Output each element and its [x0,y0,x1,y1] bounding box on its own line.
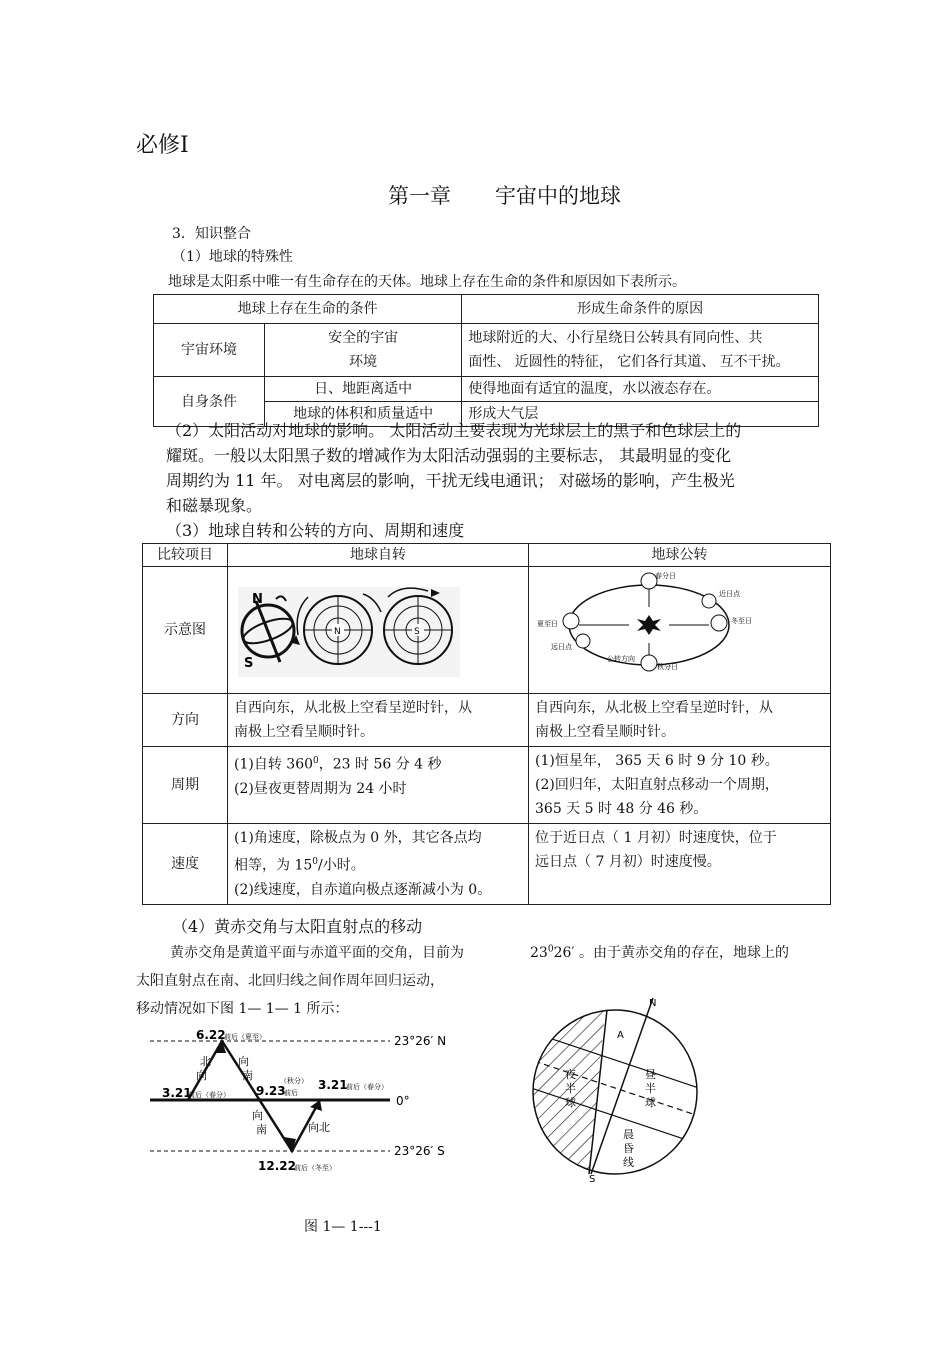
table2-row-label: 方向 [143,694,228,747]
table1-cell: 使得地面有适宜的温度，水以液态存在。 [462,377,819,402]
orbit-perihelion: 近日点 [719,590,740,598]
label-622-sub: 前后（夏至） [224,1033,266,1041]
table1-cell: 地球附近的大、小行星绕日公转具有同向性、共 面性、 近圆性的特征， 它们各行其道、 互不干扰。 [462,324,819,377]
label-south-b1: 向 [252,1109,263,1122]
night-2: 半 [565,1082,576,1095]
page-heading: 必修Ⅰ [136,133,189,158]
label-321-right: 3.21 [318,1078,348,1092]
term-3: 线 [623,1156,634,1169]
revolution-diagram [529,567,829,685]
rotation-s-label: S [244,656,254,671]
terminator-s: S [589,1174,596,1185]
table1-cell: 自身条件 [154,377,265,427]
subsection-1: （1）地球的特殊性 [172,249,293,265]
label-923-a: （秋分） [280,1077,308,1085]
label-321: 3.21 [162,1086,192,1100]
night-3: 球 [565,1096,576,1109]
day-2: 半 [645,1082,656,1095]
label-equator: 0° [396,1094,410,1108]
orbit-winter: 冬至日 [731,617,752,625]
label-923: 9.23 [256,1084,286,1098]
night-1: 夜 [565,1068,576,1081]
section-label: 3．知识整合 [172,226,251,242]
paragraph-obliquity-2: 太阳直射点在南、北回归线之间作周年回归运动， [136,973,444,989]
label-1222-sub: 前后（冬至） [294,1164,336,1172]
paragraph-obliquity-right: $23^026'$ 。由于黄赤交角的存在，地球上的 [530,944,790,961]
chapter-number: 第一章 [388,184,451,208]
table2-cell: (1)角速度，除极点为 0 外，其它各点均 相等，为 $15^0/$小时。 (2)线速度，自赤道向极点逐渐减小为 0。 [228,824,529,905]
revolution-diagram-cell [529,567,831,694]
term-2: 昏 [623,1142,634,1155]
table2-header: 地球公转 [529,544,831,567]
rotation-diagram-cell [228,567,529,694]
table2-cell: 位于近日点（ 1 月初）时速度快，位于 远日点（ 7 月初）时速度慢。 [529,824,831,905]
table1-cell: 地球的体积和质量适中 [265,402,462,427]
life-conditions-table [153,294,819,427]
label-north-b: 向北 [308,1121,330,1134]
table1-cell: 形成大气层 [462,402,819,427]
rotation-diagram [228,567,528,685]
table1-header-conditions: 地球上存在生命的条件 [154,295,462,324]
label-north-2: 向 [196,1069,207,1082]
paragraph-obliquity-1: 黄赤交角是黄道平面与赤道平面的交角，目前为 [170,945,464,961]
table1-cell: 日、地距离适中 [265,377,462,402]
chapter-title [388,180,621,210]
rotation-n-label: N [252,592,263,607]
orbit-direction: 公转方向 [607,655,635,663]
orbit-summer: 夏至日 [537,620,558,628]
label-south-a1: 向 [238,1055,249,1068]
table1-cell: 安全的宇宙 环境 [265,324,462,377]
table1-cell: 宇宙环境 [154,324,265,377]
terminator-a: A [617,1030,624,1041]
label-north-tropic: 23°26′ N [394,1034,447,1048]
table2-cell: (1)恒星年， 365 天 6 时 9 分 10 秒。 (2)回归年，太阳直射点移动一个周期， 365 天 5 时 48 分 46 秒。 [529,747,831,824]
table2-cell: 自西向东，从北极上空看呈逆时针，从 南极上空看呈顺时针。 [529,694,831,747]
rotation-revolution-table [142,543,831,905]
label-south-b2: 南 [256,1123,267,1136]
table2-row-label: 速度 [143,824,228,905]
terminator-n: N [649,998,657,1009]
label-321-sub: 前后（春分） [188,1091,230,1099]
label-north-1: 北 [200,1055,211,1068]
subsolar-migration-diagram [150,1025,450,1185]
label-1222: 12.22 [258,1159,296,1173]
label-321-right-sub: 前后（春分） [346,1083,388,1091]
subsection-4: （4）黄赤交角与太阳直射点的移动 [172,917,423,936]
orbit-autumn: 秋分日 [657,663,678,671]
term-1: 晨 [623,1128,634,1141]
chapter-name: 宇宙中的地球 [495,184,621,208]
table2-header: 比较项目 [143,544,228,567]
orbit-spring: 春分日 [655,572,676,580]
label-923-b: 前后 [284,1089,298,1097]
table2-row-label: 周期 [143,747,228,824]
day-3: 球 [645,1096,656,1109]
label-south-tropic: 23°26′ S [394,1144,445,1158]
table2-header: 地球自转 [228,544,529,567]
rotation-n-center: N [334,627,341,637]
subsection-3: （3）地球自转和公转的方向、周期和速度 [166,521,465,540]
table2-row-label: 示意图 [143,567,228,694]
paragraph-obliquity-3: 移动情况如下图 1— 1— 1 所示： [136,1001,349,1017]
table2-cell: 自西向东，从北极上空看呈逆时针，从 南极上空看呈顺时针。 [228,694,529,747]
label-622: 6.22 [196,1028,226,1042]
table2-cell: (1)自转 $360^0$，23 时 56 分 4 秒 (2)昼夜更替周期为 24 小时 [228,747,529,824]
terminator-diagram [525,990,705,1185]
paragraph-solar-activity: （2）太阳活动对地球的影响。 太阳活动主要表现为光球层上的黑子和色球层上的 耀斑。一般以太阳黑子数的增减作为太阳活动强弱的主要标志， 其最明显的变化 周期约为 11 年。 对电离层的影响，干扰无线电通讯； 对磁场的影响，产生极光 和磁暴现象。 [166,421,742,515]
orbit-aphelion: 远日点 [551,643,572,651]
figure-caption: 图 1— 1---1 [304,1219,382,1235]
table1-header-reasons: 形成生命条件的原因 [462,295,819,324]
intro-text: 地球是太阳系中唯一有生命存在的天体。地球上存在生命的条件和原因如下表所示。 [168,274,686,290]
label-south-a2: 南 [242,1069,253,1082]
rotation-s-center: S [414,627,420,637]
day-1: 昼 [645,1068,656,1081]
